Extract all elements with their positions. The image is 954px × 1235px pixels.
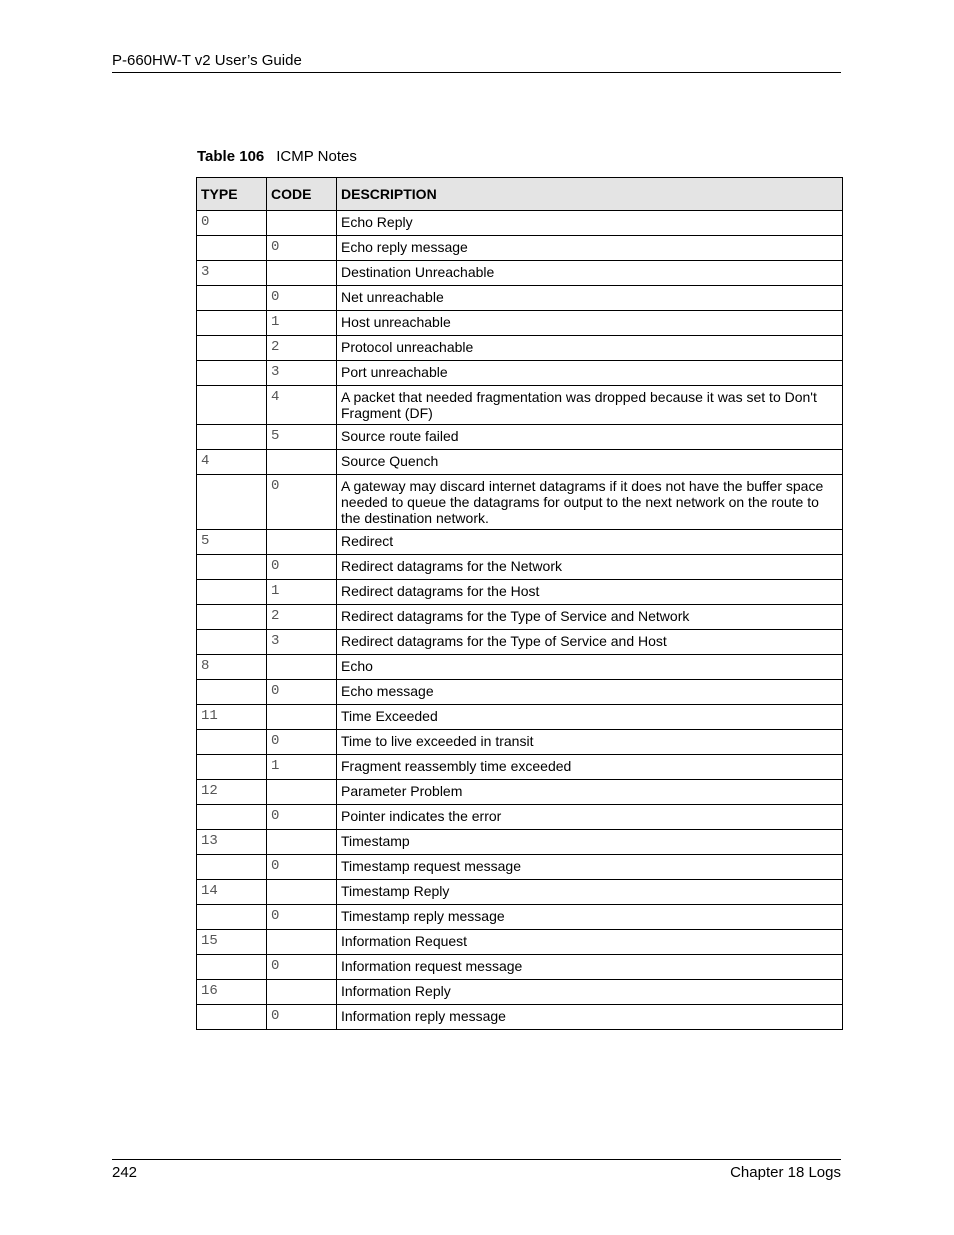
code-cell	[267, 705, 337, 730]
description-cell: Protocol unreachable	[337, 336, 843, 361]
type-cell: 4	[197, 450, 267, 475]
table-row	[197, 450, 843, 475]
table-number: Table 106	[197, 148, 265, 165]
description-cell: Echo message	[337, 680, 843, 705]
table-row	[197, 605, 843, 630]
type-cell	[197, 1005, 267, 1030]
table-row	[197, 780, 843, 805]
code-cell: 0	[267, 805, 337, 830]
type-cell	[197, 425, 267, 450]
description-cell: Echo reply message	[337, 236, 843, 261]
table-row	[197, 955, 843, 980]
table-row	[197, 386, 843, 425]
code-cell: 0	[267, 905, 337, 930]
code-cell: 0	[267, 555, 337, 580]
guide-title: P-660HW-T v2 User’s Guide	[112, 52, 302, 69]
type-cell	[197, 311, 267, 336]
description-cell: Source Quench	[337, 450, 843, 475]
chapter-title: Chapter 18 Logs	[730, 1164, 841, 1181]
code-cell: 3	[267, 630, 337, 655]
table-row	[197, 905, 843, 930]
type-cell: 16	[197, 980, 267, 1005]
table-row	[197, 311, 843, 336]
code-cell: 0	[267, 236, 337, 261]
description-cell: Source route failed	[337, 425, 843, 450]
type-cell	[197, 605, 267, 630]
page-number: 242	[112, 1164, 138, 1181]
type-cell: 15	[197, 930, 267, 955]
type-cell	[197, 630, 267, 655]
table-caption	[197, 148, 357, 165]
description-cell: Information Reply	[337, 980, 843, 1005]
code-cell: 0	[267, 855, 337, 880]
table-row	[197, 425, 843, 450]
table-title: ICMP Notes	[276, 148, 357, 165]
table-row	[197, 361, 843, 386]
code-cell	[267, 530, 337, 555]
type-cell	[197, 730, 267, 755]
type-cell	[197, 580, 267, 605]
description-cell: Destination Unreachable	[337, 261, 843, 286]
type-cell	[197, 755, 267, 780]
type-cell: 5	[197, 530, 267, 555]
description-cell: Information Request	[337, 930, 843, 955]
type-cell: 11	[197, 705, 267, 730]
table-row	[197, 580, 843, 605]
column-header-description: DESCRIPTION	[337, 178, 843, 211]
code-cell: 1	[267, 311, 337, 336]
description-cell: Timestamp	[337, 830, 843, 855]
description-cell: Host unreachable	[337, 311, 843, 336]
type-cell: 3	[197, 261, 267, 286]
table-row	[197, 211, 843, 236]
code-cell	[267, 450, 337, 475]
type-cell	[197, 236, 267, 261]
code-cell	[267, 880, 337, 905]
description-cell: Port unreachable	[337, 361, 843, 386]
type-cell	[197, 361, 267, 386]
table-row	[197, 261, 843, 286]
code-cell: 0	[267, 1005, 337, 1030]
table-row	[197, 805, 843, 830]
table-row	[197, 286, 843, 311]
type-cell	[197, 680, 267, 705]
table-row	[197, 855, 843, 880]
description-cell: Fragment reassembly time exceeded	[337, 755, 843, 780]
description-cell: Redirect datagrams for the Network	[337, 555, 843, 580]
code-cell	[267, 980, 337, 1005]
code-cell: 0	[267, 286, 337, 311]
code-cell	[267, 830, 337, 855]
table-row	[197, 830, 843, 855]
code-cell: 0	[267, 955, 337, 980]
table-row	[197, 236, 843, 261]
code-cell	[267, 780, 337, 805]
code-cell	[267, 655, 337, 680]
page-header	[112, 50, 841, 73]
type-cell: 14	[197, 880, 267, 905]
type-cell	[197, 286, 267, 311]
code-cell: 0	[267, 730, 337, 755]
table-row	[197, 655, 843, 680]
type-cell	[197, 905, 267, 930]
description-cell: Echo Reply	[337, 211, 843, 236]
table-row	[197, 730, 843, 755]
code-cell: 4	[267, 386, 337, 425]
code-cell	[267, 261, 337, 286]
code-cell: 3	[267, 361, 337, 386]
table-row	[197, 336, 843, 361]
table-row	[197, 755, 843, 780]
code-cell: 0	[267, 475, 337, 530]
description-cell: Timestamp reply message	[337, 905, 843, 930]
description-cell: Time to live exceeded in transit	[337, 730, 843, 755]
column-header-code: CODE	[267, 178, 337, 211]
code-cell	[267, 211, 337, 236]
code-cell: 1	[267, 755, 337, 780]
page-footer	[112, 1159, 841, 1184]
table-row	[197, 930, 843, 955]
type-cell	[197, 336, 267, 361]
description-cell: Echo	[337, 655, 843, 680]
type-cell	[197, 955, 267, 980]
description-cell: Redirect	[337, 530, 843, 555]
table-row	[197, 980, 843, 1005]
table-row	[197, 530, 843, 555]
type-cell: 8	[197, 655, 267, 680]
description-cell: A gateway may discard internet datagrams if it does not have the buffer space needed to queue the datagrams for output to the next network on the route to the destination network.	[337, 475, 843, 530]
type-cell: 12	[197, 780, 267, 805]
table-row	[197, 475, 843, 530]
table-row	[197, 630, 843, 655]
table-body	[197, 211, 843, 1030]
column-header-type: TYPE	[197, 178, 267, 211]
type-cell	[197, 855, 267, 880]
description-cell: Time Exceeded	[337, 705, 843, 730]
icmp-notes-table	[196, 177, 843, 1030]
table-row	[197, 555, 843, 580]
table-row	[197, 880, 843, 905]
description-cell: A packet that needed fragmentation was dropped because it was set to Don't Fragment (DF)	[337, 386, 843, 425]
description-cell: Information request message	[337, 955, 843, 980]
table-row	[197, 705, 843, 730]
code-cell: 1	[267, 580, 337, 605]
code-cell	[267, 930, 337, 955]
table-header-row	[197, 178, 843, 211]
type-cell: 0	[197, 211, 267, 236]
code-cell: 2	[267, 605, 337, 630]
description-cell: Pointer indicates the error	[337, 805, 843, 830]
type-cell: 13	[197, 830, 267, 855]
code-cell: 0	[267, 680, 337, 705]
code-cell: 5	[267, 425, 337, 450]
description-cell: Redirect datagrams for the Type of Service and Network	[337, 605, 843, 630]
description-cell: Parameter Problem	[337, 780, 843, 805]
description-cell: Net unreachable	[337, 286, 843, 311]
table-row	[197, 680, 843, 705]
description-cell: Timestamp request message	[337, 855, 843, 880]
description-cell: Redirect datagrams for the Host	[337, 580, 843, 605]
table-row	[197, 1005, 843, 1030]
type-cell	[197, 386, 267, 425]
type-cell	[197, 475, 267, 530]
type-cell	[197, 805, 267, 830]
code-cell: 2	[267, 336, 337, 361]
description-cell: Timestamp Reply	[337, 880, 843, 905]
description-cell: Information reply message	[337, 1005, 843, 1030]
description-cell: Redirect datagrams for the Type of Service and Host	[337, 630, 843, 655]
type-cell	[197, 555, 267, 580]
